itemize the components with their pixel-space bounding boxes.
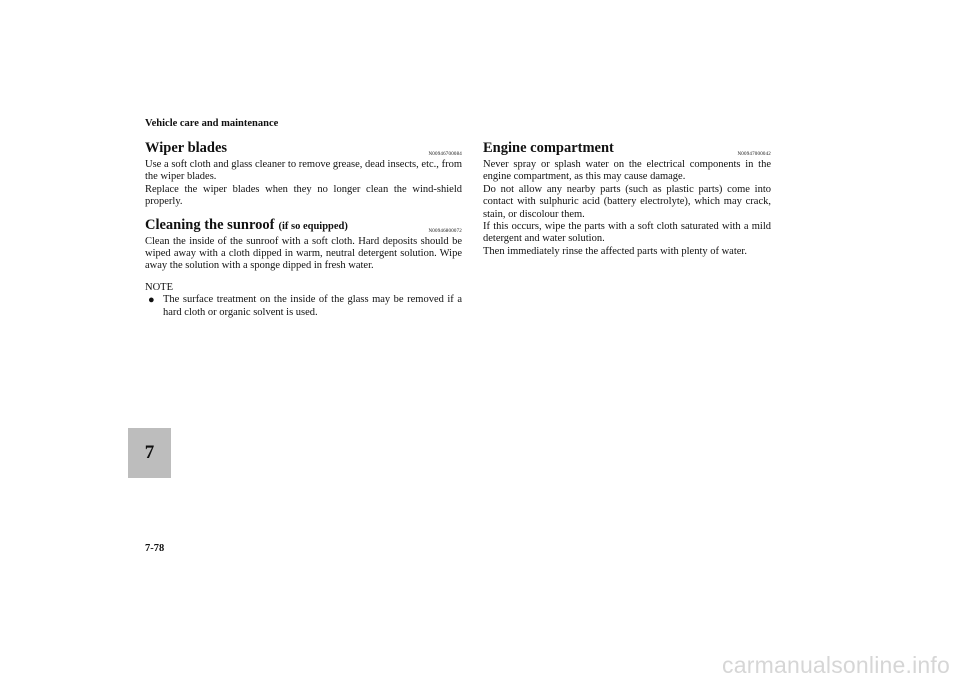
engine-ref-code: N00947000042 xyxy=(737,152,771,157)
wiper-section-title: Wiper blades xyxy=(145,140,228,156)
right-column xyxy=(483,134,771,258)
page-number: 7-78 xyxy=(145,543,165,554)
wiper-ref-code: N00946700084 xyxy=(428,152,462,157)
left-column xyxy=(145,134,462,319)
wiper-section-head xyxy=(145,135,462,159)
chapter-tab: 7 xyxy=(128,428,171,478)
running-header: Vehicle care and maintenance xyxy=(145,118,279,129)
sunroof-paragraph-1: Clean the inside of the sunroof with a soft cloth. Hard deposits should be wiped away with a cloth dipped in warm, neutral detergent solution. Wipe away the solution with a sponge dipped in fresh water. xyxy=(145,235,462,272)
engine-paragraph-4: Then immediately rinse the affected parts with plenty of water. xyxy=(483,245,747,257)
sunroof-qualifier: (if so equipped) xyxy=(278,220,348,232)
note-label: NOTE xyxy=(145,281,173,293)
bullet-icon: ● xyxy=(148,294,155,307)
watermark xyxy=(0,652,960,679)
wiper-paragraph-2: Replace the wiper blades when they no longer clean the wind-shield properly. xyxy=(145,183,462,208)
engine-section-title: Engine compartment xyxy=(483,140,614,156)
sunroof-ref-code: N00946800072 xyxy=(428,228,462,234)
engine-paragraph-1: Never spray or splash water on the electrical components in the engine compartment, as this may cause damage. xyxy=(483,159,771,183)
watermark-text: carmanualsonline.info xyxy=(722,652,950,678)
note-bullet-item xyxy=(145,294,462,319)
engine-paragraph-2: Do not allow any nearby parts (such as plastic parts) come into contact with sulphuric acid (battery electrolyte), which may crack, stain, or discolour them. xyxy=(483,183,771,220)
sunroof-section-head xyxy=(145,212,462,236)
wiper-paragraph-1: Use a soft cloth and glass cleaner to remove grease, dead insects, etc., from the wiper blades. xyxy=(145,159,462,183)
engine-paragraph-3: If this occurs, wipe the parts with a soft cloth saturated with a mild detergent and water solution. xyxy=(483,221,771,245)
sunroof-section-title xyxy=(145,217,348,234)
sunroof-title-text: Cleaning the sunroof xyxy=(145,216,275,233)
note-bullet-text: The surface treatment on the inside of the glass may be removed if a hard cloth or organic solvent is used. xyxy=(163,294,462,318)
engine-section-head xyxy=(483,135,771,159)
